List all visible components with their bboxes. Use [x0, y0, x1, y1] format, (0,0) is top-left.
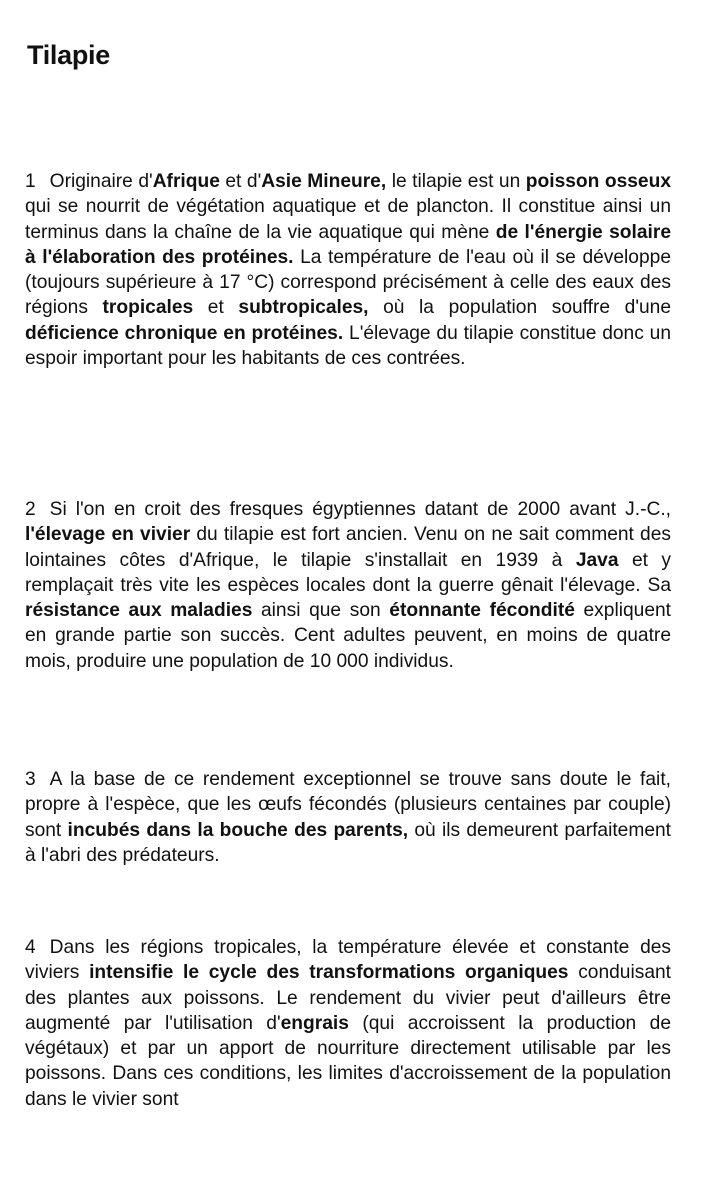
body-text: Originaire d': [49, 171, 153, 192]
emphasized-text: déficience chronique en protéines.: [25, 322, 344, 344]
body-text: et y remplaçait très vite les espèces locales dont la guerre gênait l'élevage. Sa: [25, 549, 671, 596]
body-text: où la population souffre d'une: [368, 297, 671, 319]
paragraph-number: 1: [25, 171, 36, 192]
body-text: ainsi que son: [252, 600, 390, 622]
body-text: conduisant des plantes aux poissons. Le rendement du vivier peut d'ailleurs être augmenté par l'utilisation d': [25, 962, 672, 1034]
page-title: Tilapie: [27, 40, 110, 70]
body-text: et: [193, 297, 239, 319]
paragraph-2: [25, 497, 671, 674]
paragraph-number: 4: [25, 937, 36, 958]
body-text: où ils demeurent parfaitement à l'abri des prédateurs.: [25, 819, 672, 866]
emphasized-text: tropicales: [102, 297, 194, 319]
body-text: du tilapie est fort ancien. Venu on ne sait comment des lointaines côtes d'Afrique, le tilapie s'installait en 1939 à: [25, 524, 671, 571]
body-text: (qui accroissent la production de végétaux) et par un apport de nourriture directement utilisable par les poissons. Dans ces conditions, les limites d'accroissement de la population dans le vivier sont: [25, 1012, 671, 1110]
body-text: La température de l'eau où il se développe (toujours supérieure à 17 °C) correspond précisément à celle des eaux des régions: [25, 246, 671, 319]
emphasized-text: Afrique: [152, 171, 220, 192]
body-text: le tilapie est un: [386, 171, 526, 192]
paragraph-3: [25, 767, 671, 868]
body-text: Si l'on en croit des fresques égyptiennes datant de 2000 avant J.-C.,: [49, 499, 671, 520]
emphasized-text: incubés dans la bouche des parents,: [67, 819, 409, 841]
emphasized-text: de l'énergie solaire à l'élaboration des protéines.: [25, 221, 671, 268]
emphasized-text: l'élevage en vivier: [25, 524, 191, 546]
paragraph-4: [25, 935, 671, 1112]
emphasized-text: Asie Mineure,: [261, 171, 387, 192]
emphasized-text: étonnante fécondité: [389, 600, 575, 622]
emphasized-text: poisson osseux: [525, 171, 671, 192]
body-text: qui se nourrit de végétation aquatique et de plancton. Il constitue ainsi un terminus dans la chaîne de la vie aquatique qui mène: [25, 196, 671, 243]
body-text: et d': [219, 171, 262, 192]
emphasized-text: intensifie le cycle des transformations organiques: [89, 962, 569, 984]
body-text: A la base de ce rendement exceptionnel se trouve sans doute le fait, propre à l'espèce, que les œufs fécondés (plusieurs centaines par couple) sont: [25, 769, 671, 841]
body-text: expliquent en grande partie son succès. Cent adultes peuvent, en moins de quatre mois, produire une population de 10 000 individus.: [25, 600, 671, 672]
emphasized-text: subtropicales,: [238, 297, 369, 319]
emphasized-text: résistance aux maladies: [25, 600, 253, 622]
paragraph-1: [25, 169, 671, 371]
paragraph-number: 3: [25, 769, 36, 790]
emphasized-text: engrais: [280, 1012, 349, 1034]
body-text: Dans les régions tropicales, la température élevée et constante des viviers: [25, 937, 671, 984]
emphasized-text: Java: [575, 549, 619, 571]
paragraph-number: 2: [25, 499, 36, 520]
body-text: L'élevage du tilapie constitue donc un espoir important pour les habitants de ces contrées.: [25, 322, 671, 370]
